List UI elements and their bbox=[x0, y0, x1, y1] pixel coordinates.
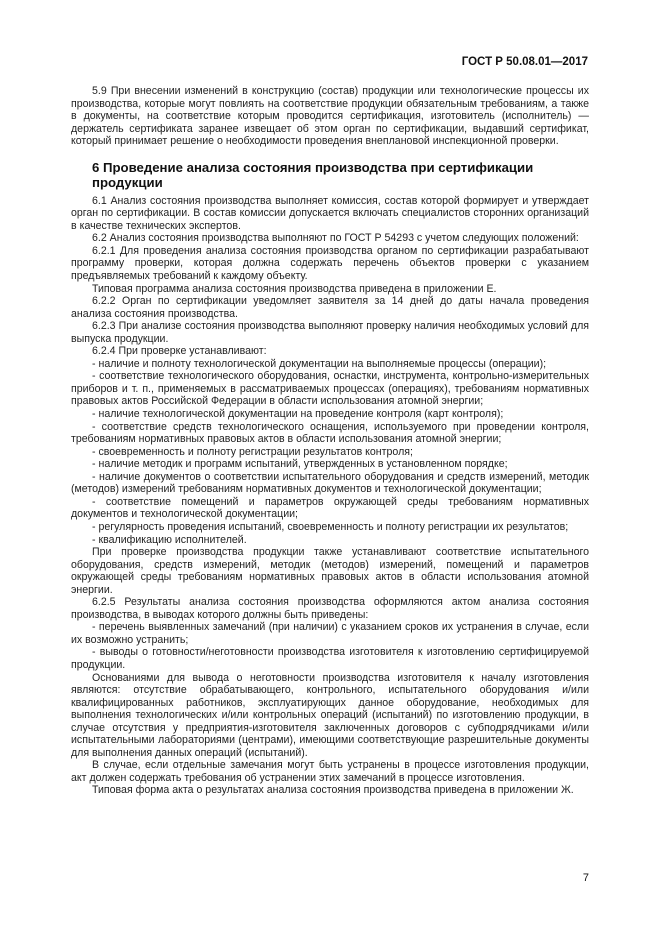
section-paragraph: 6.2.5 Результаты анализа состояния производства оформляются актом анализа состояния производства, в выводах которого должны быть приведены: bbox=[71, 596, 589, 621]
paragraph-5-9: 5.9 При внесении изменений в конструкцию (состав) продукции или технологические процессы их производства, которые могут повлиять на соответствие продукции обязательным требованиям, а также в документы, на соответствие которым проводится сертификация, изготовитель (исполнитель) — держатель сертификата заранее извещает об этом орган по сертификации, выдавший сертификат, который принимает решение о необходимости проведения внеплановой инспекционной проверки. bbox=[71, 85, 589, 148]
section-paragraph: - регулярность проведения испытаний, своевременность и полноту регистрации их результатов; bbox=[92, 520, 569, 533]
section-paragraph: - соответствие технологического оборудования, оснастки, инструмента, контрольно-измерительных приборов и т. п., применяемых в рассматриваемых процессах (операциях), требованиям нормативных правовых актов Российской Федерации в области использования атомной энергии; bbox=[71, 370, 589, 408]
section-paragraph: Типовая программа анализа состояния производства приведена в приложении Е. bbox=[92, 282, 497, 295]
section-paragraph: При проверке производства продукции также устанавливают соответствие испытательного оборудования, средств измерений, методик (методов) измерений, помещений и параметров окружающей среды требованиям нормативных правовых актов в области использования атомной энергии. bbox=[71, 546, 589, 596]
section-paragraph: - перечень выявленных замечаний (при наличии) с указанием сроков их устранения в случае, если их возможно устранить; bbox=[71, 621, 589, 646]
section-paragraph: - выводы о готовности/неготовности производства изготовителя к изготовлению сертифицируемой продукции. bbox=[71, 646, 589, 671]
section-paragraph: - наличие технологической документации на проведение контроля (карт контроля); bbox=[92, 408, 504, 421]
section-paragraph: - квалификацию исполнителей. bbox=[92, 533, 247, 546]
section-title: 6 Проведение анализа состояния производства при сертификации продукции bbox=[92, 159, 534, 190]
section-paragraph: - своевременность и полноту регистрации результатов контроля; bbox=[92, 445, 413, 458]
section-paragraphs bbox=[71, 195, 589, 797]
section-paragraph: - соответствие помещений и параметров окружающей среды требованиям нормативных документов и технологической документации; bbox=[71, 495, 589, 521]
section-paragraph: - наличие и полноту технологической документации на выполняемые процессы (операции); bbox=[92, 357, 547, 370]
section-paragraph: Типовая форма акта о результатах анализа состояния производства приведена в приложении Ж. bbox=[92, 784, 574, 797]
section-paragraph: - наличие документов о соответствии испытательного оборудования и средств измерений, методик (методов) измерений требованиям нормативных документов и технологической документации; bbox=[71, 470, 589, 496]
section-paragraph: Основаниями для вывода о неготовности производства изготовителя к началу изготовления являются: отсутствие обрабатывающего, контрольного, испытательного оборудования и/или квалифицированных работников, эксплуатирующих данное оборудование, необходимых для выполнения технологических и/или контрольных операций (испытаний) по изготовлению продукции, в случае отсутствия у предприятия-изготовителя заключенных договоров с субподрядчиками и/или испытательными лабораториями (центрами), имеющими соответствующие разрешительные документы для выполнения данных операций (испытаний). bbox=[71, 671, 589, 759]
section-paragraph: 6.2.2 Орган по сертификации уведомляет заявителя за 14 дней до даты начала проведения анализа состояния производства. bbox=[71, 295, 589, 320]
section-paragraph: 6.2.4 При проверке устанавливают: bbox=[92, 345, 267, 358]
section-paragraph: 6.2.3 При анализе состояния производства выполняют проверку наличия необходимых условий для выпуска продукции. bbox=[71, 320, 589, 345]
section-paragraph: В случае, если отдельные замечания могут быть устранены в процессе изготовления продукции, акт должен содержать требования об устранении этих замечаний в процессе изготовления. bbox=[71, 759, 589, 784]
section-paragraph: - соответствие средств технологического оснащения, используемого при проведении контроля, требованиям нормативных правовых актов в области использования атомной энергии; bbox=[71, 420, 589, 446]
section-paragraph: 6.1 Анализ состояния производства выполняет комиссия, состав которой формирует и утверждает орган по сертификации. В состав комиссии допускается включать специалистов сторонних организаций в качестве технических экспертов. bbox=[71, 194, 589, 232]
document-header: ГОСТ Р 50.08.01—2017 bbox=[461, 56, 588, 68]
section-paragraph: 6.2.1 Для проведения анализа состояния производства органом по сертификации разрабатывают программу проверки, которая должна содержать перечень объектов проверки с указанием предъявляемых требований к каждому объекту. bbox=[71, 244, 589, 283]
document-body bbox=[71, 85, 589, 797]
section-paragraph: 6.2 Анализ состояния производства выполняют по ГОСТ Р 54293 с учетом следующих положений: bbox=[92, 232, 579, 245]
section-paragraph: - наличие методик и программ испытаний, утвержденных в установленном порядке; bbox=[92, 458, 508, 471]
page-number: 7 bbox=[582, 872, 589, 884]
